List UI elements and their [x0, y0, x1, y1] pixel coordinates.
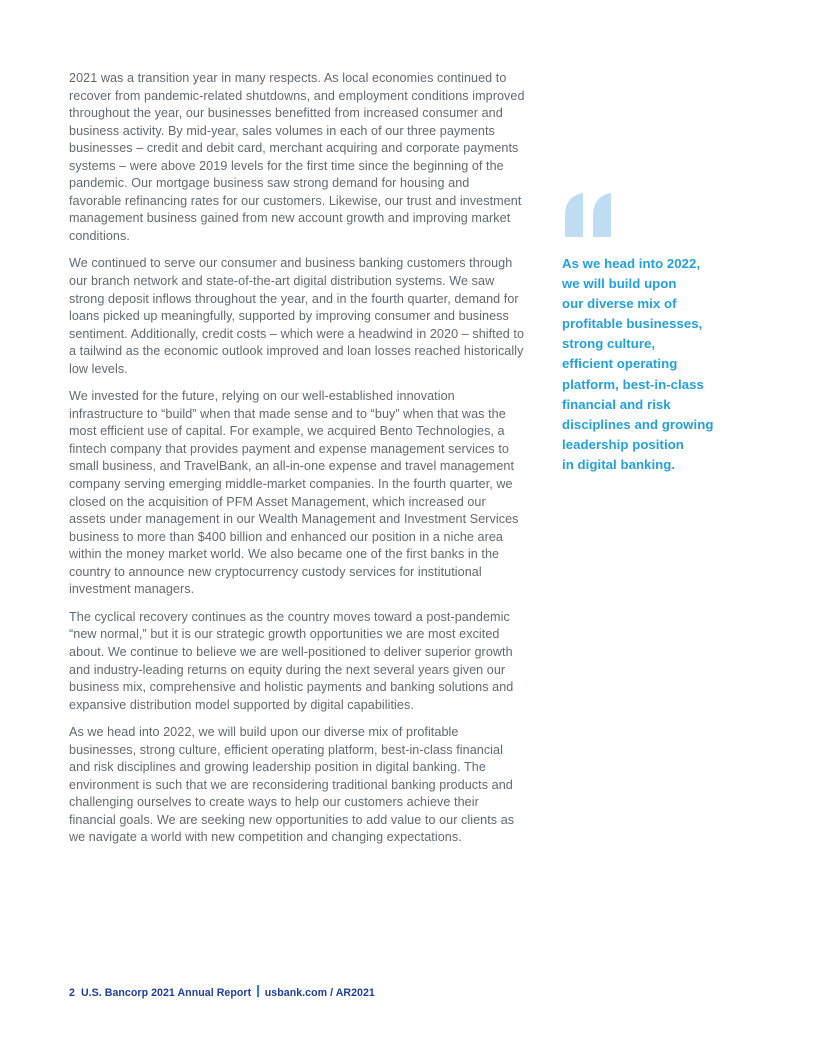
- page-footer: [69, 984, 375, 999]
- pull-quote-line-7: platform, best-in-class: [562, 376, 704, 392]
- pull-quote-line-11: in digital banking.: [562, 456, 676, 472]
- body-text-column: [69, 70, 525, 857]
- footer-report-title: U.S. Bancorp 2021 Annual Report: [80, 987, 252, 999]
- opening-double-quote-icon: [562, 193, 614, 237]
- body-paragraph-2: We continued to serve our consumer and business banking customers through our branch network and state-of-the-art digital distribution systems. We saw strong deposit inflows throughout the year, and in the fourth quarter, demand for loans picked up meaningfully, supported by improving consumer and business sentiment. Additionally, credit costs – which were a headwind in 2020 – shifted to a tailwind as the economic outlook improved and loan losses reached historically low levels.: [69, 256, 525, 376]
- pull-quote-line-6: efficient operating: [562, 356, 678, 372]
- pull-quote-line-10: leadership position: [562, 436, 684, 452]
- pull-quote-line-8: financial and risk: [562, 396, 671, 412]
- pull-quote-line-4: profitable businesses,: [562, 316, 703, 332]
- pull-quote: [562, 193, 752, 475]
- pull-quote-text: [562, 254, 752, 475]
- pull-quote-line-9: disciplines and growing: [562, 416, 714, 432]
- body-paragraph-1: 2021 was a transition year in many respects. As local economies continued to recover from pandemic-related shutdowns, and employment conditions improved throughout the year, our businesses benefitted from increased consumer and business activity. By mid-year, sales volumes in each of our three payments businesses – credit and debit card, merchant acquiring and corporate payments systems – were above 2019 levels for the first time since the beginning of the pandemic. Our mortgage business saw strong demand for housing and favorable refinancing rates for our customers. Likewise, our trust and investment management business gained from new account growth and improving market conditions.: [69, 71, 525, 243]
- footer-page-number: 2: [69, 987, 75, 999]
- pull-quote-line-3: our diverse mix of: [562, 296, 677, 312]
- footer-divider: [257, 985, 259, 997]
- footer-url[interactable]: usbank.com / AR2021: [264, 987, 375, 999]
- body-paragraph-5: As we head into 2022, we will build upon our diverse mix of profitable businesses, strong culture, efficient operating platform, best-in-class financial and risk disciplines and growing leadership position in digital banking. The environment is such that we are reconsidering traditional banking products and challenging ourselves to create ways to help our customers achieve their financial goals. We are seeking new opportunities to add value to our clients as we navigate a world with new competition and changing expectations.: [69, 725, 515, 845]
- pull-quote-line-2: we will build upon: [562, 276, 677, 292]
- body-paragraph-4: The cyclical recovery continues as the country moves toward a post-pandemic “new normal,” but it is our strategic growth opportunities we are most excited about. We continue to believe we are well-positioned to deliver superior growth and industry-leading returns on equity during the next several years given our business mix, comprehensive and holistic payments and banking solutions and expansive distribution model supported by digital capabilities.: [69, 609, 514, 712]
- pull-quote-line-1: As we head into 2022,: [562, 256, 701, 271]
- pull-quote-line-5: strong culture,: [562, 336, 656, 352]
- body-paragraph-3: We invested for the future, relying on our well-established innovation infrastructure to “build” when that made sense and to “buy” when that was the most efficient use of capital. For example, we acquired Bento Technologies, a fintech company that provides payment and expense management services to small business, and TravelBank, an all-in-one expense and travel management company serving emerging middle-market companies. In the fourth quarter, we closed on the acquisition of PFM Asset Management, which increased our assets under management in our Wealth Management and Investment Services business to more than $400 billion and enhanced our position in a niche area within the money market world. We also became one of the first banks in the country to announce new cryptocurrency custody services for institutional investment managers.: [69, 389, 519, 597]
